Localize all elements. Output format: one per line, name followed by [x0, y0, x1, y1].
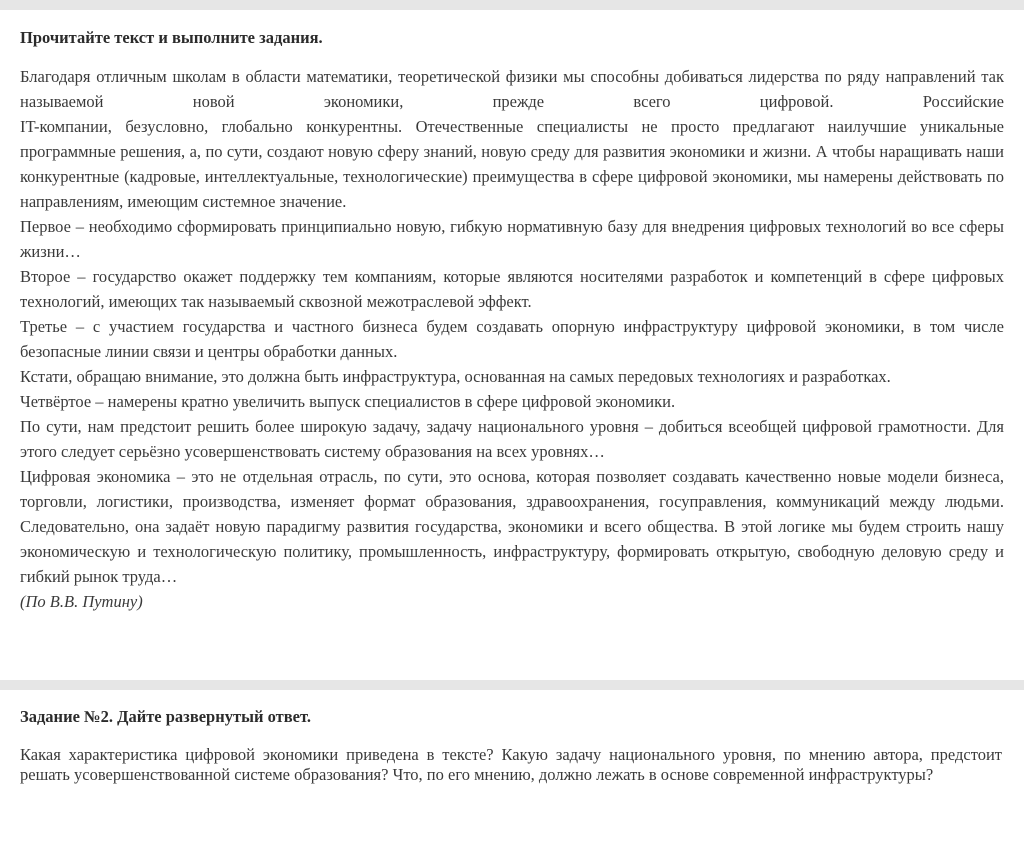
reading-panel	[0, 10, 1024, 614]
passage-source: (По В.В. Путину)	[20, 592, 143, 611]
task-title: Задание №2. Дайте развернутый ответ.	[20, 707, 311, 726]
passage-paragraph-7: Четвёртое – намерены кратно увеличить выпуск специалистов в сфере цифровой экономики.	[20, 392, 676, 411]
passage-paragraph-1: Благодаря отличным школам в области математики, теоретической физики мы способны добиваться лидерства по ряду направлений так называемой новой экономики, прежде всего цифровой. Российские	[20, 67, 1004, 111]
passage-paragraph-5: Третье – с участием государства и частного бизнеса будем создавать опорную инфраструктуру цифровой экономики, в том числе безопасные линии связи и центры обработки данных.	[20, 317, 1004, 361]
passage-paragraph-8: По сути, нам предстоит решить более широкую задачу, задачу национального уровня – добиться всеобщей цифровой грамотности. Для этого следует серьёзно усовершенствовать систему образования на всех уровнях…	[20, 417, 1004, 461]
passage-paragraph-6: Кстати, обращаю внимание, это должна быть инфраструктура, основанная на самых передовых технологиях и разработках.	[20, 367, 891, 386]
passage-paragraph-3: Первое – необходимо сформировать принципиально новую, гибкую нормативную базу для внедрения цифровых технологий во все сферы жизни…	[20, 217, 1004, 261]
task-panel	[0, 690, 1024, 785]
top-divider	[0, 0, 1024, 10]
section-divider	[0, 680, 1024, 690]
passage-paragraph-4: Второе – государство окажет поддержку тем компаниям, которые являются носителями разработок и компетенций в сфере цифровых технологий, имеющих так называемый сквозной межотраслевой эффект.	[20, 267, 1004, 311]
task-question: Какая характеристика цифровой экономики приведена в тексте? Какую задачу национального уровня, по мнению автора, предстоит решать усовершенствованной системе образования? Что, по его мнению, должно лежать в основе современной инфраструктуры?	[20, 745, 1002, 784]
passage-paragraph-2: IT-компании, безусловно, глобально конкурентны. Отечественные специалисты не просто предлагают наилучшие уникальные программные решения, а, по сути, создают новую сферу знаний, новую среду для развития экономики и жизни. А чтобы наращивать наши конкурентные (кадровые, интеллектуальные, технологические) преимущества в сфере цифровой экономики, мы намерены действовать по направлениям, имеющим системное значение.	[20, 117, 1004, 211]
reading-instruction: Прочитайте текст и выполните задания.	[20, 28, 323, 47]
passage-paragraph-9: Цифровая экономика – это не отдельная отрасль, по сути, это основа, которая позволяет создавать качественно новые модели бизнеса, торговли, логистики, производства, изменяет формат образования, здравоохранения, госуправления, коммуникаций между людьми. Следовательно, она задаёт новую парадигму развития государства, экономики и всего общества. В этой логике мы будем строить нашу экономическую и технологическую политику, промышленность, инфраструктуру, формировать открытую, свободную деловую среду и гибкий рынок труда…	[20, 467, 1004, 586]
passage-text	[20, 64, 1004, 614]
